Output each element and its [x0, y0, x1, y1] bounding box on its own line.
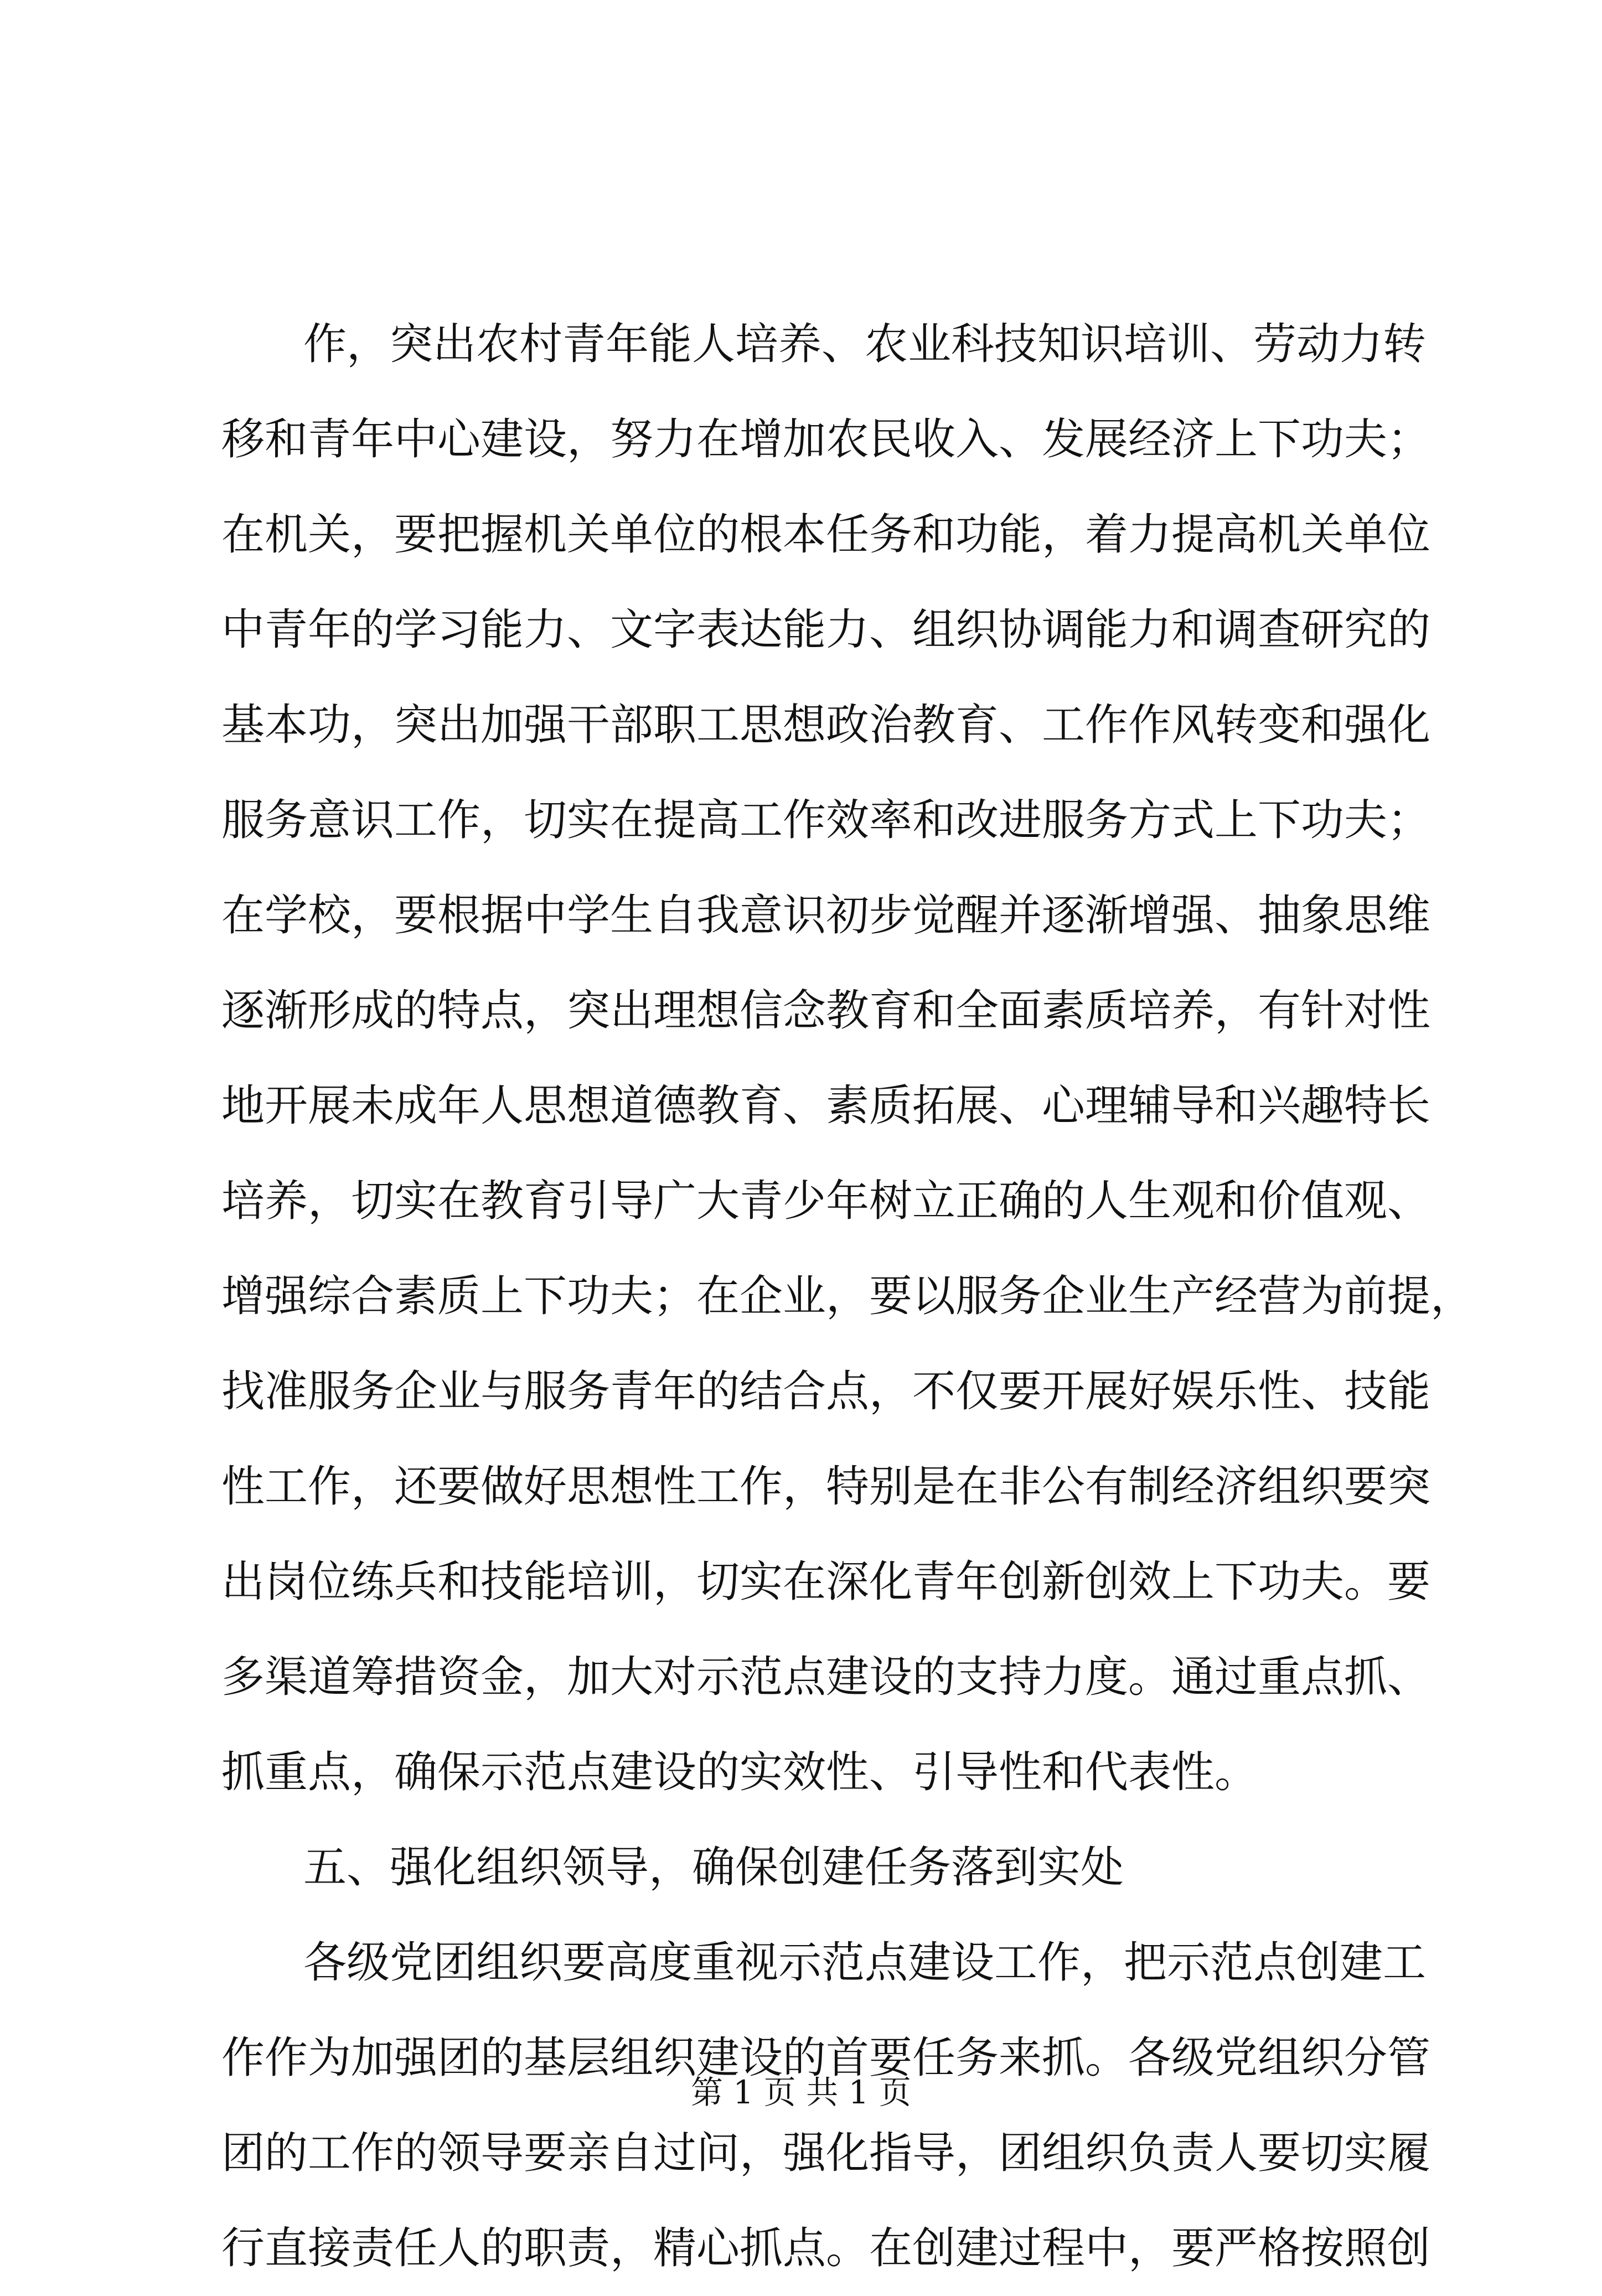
text-line: 地开展未成年人思想道德教育、素质拓展、心理辅导和兴趣特长 — [221, 1081, 1431, 1131]
text-line: 行直接责任人的职责，精心抓点。在创建过程中，要严格按照创 — [221, 2223, 1431, 2273]
text-line: 在学校，要根据中学生自我意识初步觉醒并逐渐增强、抽象思维 — [221, 891, 1431, 940]
text-line: 作，突出农村青年能人培养、农业科技知识培训、劳动力转 — [303, 319, 1427, 369]
text-line: 各级党团组织要高度重视示范点建设工作，把示范点创建工 — [303, 1938, 1427, 1988]
text-line: 逐渐形成的特点，突出理想信念教育和全面素质培养，有针对性 — [221, 986, 1431, 1036]
page-number-footer: 第 1 页 共 1 页 — [691, 2073, 911, 2111]
text-line: 找准服务企业与服务青年的结合点，不仅要开展好娱乐性、技能 — [221, 1367, 1431, 1416]
text-line: 服务意识工作，切实在提高工作效率和改进服务方式上下功夫； — [221, 795, 1431, 845]
text-line: 增强综合素质上下功夫；在企业，要以服务企业生产经营为前提， — [221, 1271, 1474, 1321]
text-line: 作作为加强团的基层组织建设的首要任务来抓。各级党组织分管 — [221, 2033, 1431, 2083]
text-line: 移和青年中心建设，努力在增加农民收入、发展经济上下功夫； — [221, 415, 1431, 464]
text-line: 中青年的学习能力、文字表达能力、组织协调能力和调查研究的 — [221, 605, 1431, 655]
document-body — [221, 297, 1474, 2296]
text-line: 性工作，还要做好思想性工作，特别是在非公有制经济组织要突 — [221, 1462, 1431, 1512]
text-line: 在机关，要把握机关单位的根本任务和功能，着力提高机关单位 — [221, 510, 1431, 560]
text-line: 多渠道筹措资金，加大对示范点建设的支持力度。通过重点抓、 — [221, 1652, 1431, 1702]
text-line: 培养，切实在教育引导广大青少年树立正确的人生观和价值观、 — [221, 1176, 1431, 1226]
text-line: 出岗位练兵和技能培训，切实在深化青年创新创效上下功夫。要 — [221, 1557, 1431, 1607]
text-line: 基本功，突出加强干部职工思想政治教育、工作作风转变和强化 — [221, 700, 1431, 750]
section-heading: 五、强化组织领导，确保创建任务落到实处 — [303, 1843, 1124, 1892]
text-line-paragraph-end: 抓重点，确保示范点建设的实效性、引导性和代表性。 — [221, 1747, 1258, 1797]
text-line: 团的工作的领导要亲自过问，强化指导，团组织负责人要切实履 — [221, 2128, 1431, 2178]
